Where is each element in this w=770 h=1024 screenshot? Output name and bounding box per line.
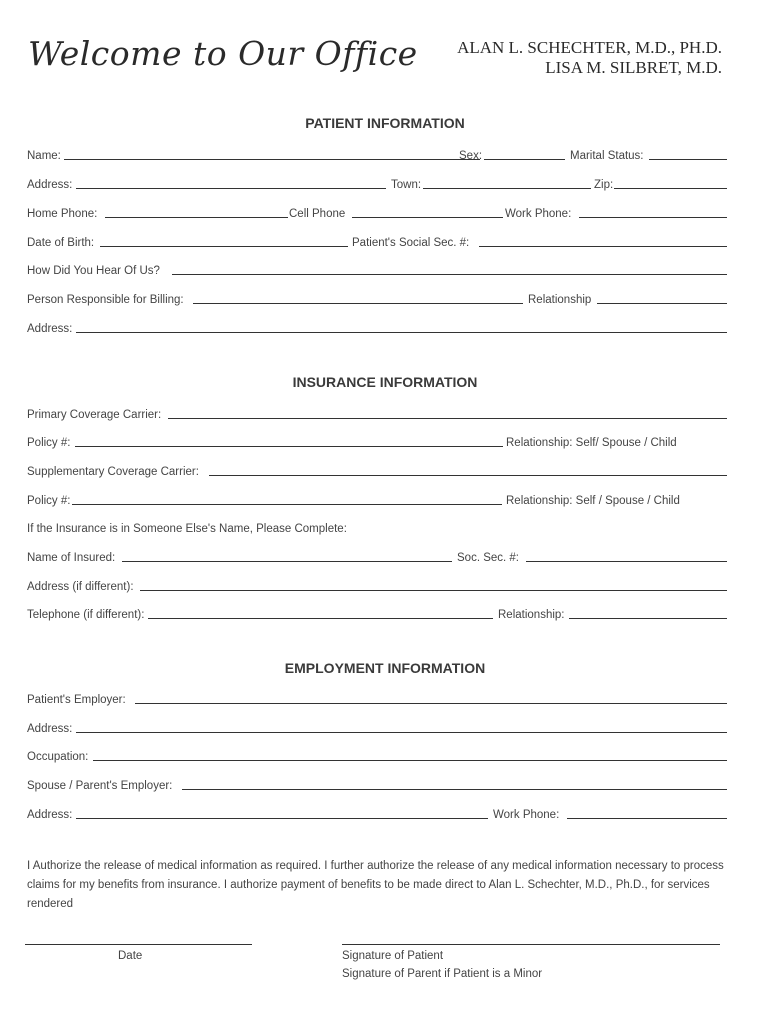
policy-field-1[interactable] [75, 446, 503, 447]
address-label: Address: [27, 179, 73, 191]
address-row [27, 173, 727, 193]
marital-status-field[interactable] [649, 159, 727, 160]
work-phone-label: Work Phone: [505, 208, 572, 220]
cell-phone-label: Cell Phone [289, 208, 346, 220]
billing-address-field[interactable] [76, 332, 727, 333]
spouse-employer-address-row [27, 803, 727, 823]
employer-row [27, 688, 727, 708]
insured-name-field[interactable] [122, 561, 452, 562]
patient-info-heading: PATIENT INFORMATION [305, 115, 465, 131]
spouse-employer-field[interactable] [182, 789, 727, 790]
insured-address-row [27, 575, 727, 595]
date-line[interactable] [25, 944, 252, 945]
policy-label-1: Policy #: [27, 437, 71, 449]
home-phone-label: Home Phone: [27, 208, 98, 220]
home-phone-field[interactable] [105, 217, 288, 218]
soc-sec-label: Soc. Sec. #: [457, 552, 520, 564]
supplementary-carrier-label: Supplementary Coverage Carrier: [27, 466, 199, 478]
policy-row-1 [27, 431, 727, 451]
name-label: Name: [27, 150, 61, 162]
referral-label: How Did You Hear Of Us? [27, 265, 160, 277]
policy-field-2[interactable] [72, 504, 502, 505]
signature-parent-label: Signature of Parent if Patient is a Minor [342, 968, 543, 980]
supplementary-carrier-field[interactable] [209, 475, 727, 476]
authorization-text: I Authorize the release of medical information as required. I further authorize the release of any medical information necessary to process claims for my benefits from insurance. I authorize payment of benefits to be made direct to Alan L. Schechter, M.D., Ph.D., for services rendered [27, 860, 724, 910]
billing-address-label: Address: [27, 323, 73, 335]
policy-row-2 [27, 489, 727, 509]
cell-phone-field[interactable] [352, 217, 503, 218]
occupation-label: Occupation: [27, 751, 89, 763]
dob-field[interactable] [100, 246, 348, 247]
spouse-work-phone-label: Work Phone: [493, 809, 560, 821]
insured-address-label: Address (if different): [27, 581, 134, 593]
billing-person-label: Person Responsible for Billing: [27, 294, 184, 306]
town-label: Town: [391, 179, 422, 191]
sex-label: Sex: [459, 150, 483, 162]
insured-telephone-row [27, 603, 727, 623]
spouse-employer-address-field[interactable] [76, 818, 488, 819]
insured-address-field[interactable] [140, 590, 727, 591]
insured-telephone-label: Telephone (if different): [27, 609, 145, 621]
occupation-field[interactable] [93, 760, 727, 761]
spouse-employer-label: Spouse / Parent's Employer: [27, 780, 173, 792]
doctor-name-1: ALAN L. SCHECHTER, M.D., PH.D. [457, 38, 722, 57]
policy-label-2: Policy #: [27, 495, 71, 507]
welcome-title: Welcome to Our Office [28, 34, 418, 73]
relationship-field[interactable] [597, 303, 727, 304]
marital-status-label: Marital Status: [570, 150, 644, 162]
doctor-names [457, 38, 722, 78]
ssn-label: Patient's Social Sec. #: [352, 237, 470, 249]
employer-address-row [27, 717, 727, 737]
referral-row [27, 259, 727, 279]
relationship-options-1[interactable]: Relationship: Self/ Spouse / Child [506, 437, 677, 449]
insured-name-row [27, 546, 727, 566]
employer-label: Patient's Employer: [27, 694, 126, 706]
employment-info-heading: EMPLOYMENT INFORMATION [284, 660, 486, 676]
work-phone-field[interactable] [579, 217, 727, 218]
primary-carrier-row [27, 403, 727, 423]
relationship-label: Relationship [528, 294, 592, 306]
primary-carrier-label: Primary Coverage Carrier: [27, 409, 162, 421]
town-field[interactable] [423, 188, 591, 189]
zip-field[interactable] [614, 188, 727, 189]
insured-relationship-field[interactable] [569, 618, 727, 619]
employer-address-label: Address: [27, 723, 73, 735]
dob-row [27, 231, 727, 251]
date-label: Date [118, 950, 143, 962]
insurance-info-heading: INSURANCE INFORMATION [292, 374, 478, 390]
relationship-options-2[interactable]: Relationship: Self / Spouse / Child [506, 495, 680, 507]
employer-address-field[interactable] [76, 732, 727, 733]
dob-label: Date of Birth: [27, 237, 95, 249]
doctor-name-2: LISA M. SILBRET, M.D. [545, 58, 722, 77]
other-insured-note: If the Insurance is in Someone Else's Name, Please Complete: [27, 523, 347, 535]
other-insured-note-row [27, 517, 727, 537]
spouse-employer-row [27, 774, 727, 794]
address-field[interactable] [76, 188, 386, 189]
signature-line[interactable] [342, 944, 720, 945]
billing-person-field[interactable] [193, 303, 523, 304]
insured-relationship-label: Relationship: [498, 609, 565, 621]
insured-telephone-field[interactable] [148, 618, 493, 619]
referral-field[interactable] [172, 274, 727, 275]
insured-name-label: Name of Insured: [27, 552, 116, 564]
soc-sec-field[interactable] [526, 561, 727, 562]
signature-patient-label: Signature of Patient [342, 950, 444, 962]
employer-field[interactable] [135, 703, 727, 704]
billing-address-row [27, 317, 727, 337]
occupation-row [27, 745, 727, 765]
sex-field[interactable] [484, 159, 565, 160]
spouse-work-phone-field[interactable] [567, 818, 727, 819]
zip-label: Zip: [594, 179, 614, 191]
name-row [27, 144, 727, 164]
name-field[interactable] [64, 159, 480, 160]
primary-carrier-field[interactable] [168, 418, 727, 419]
supplementary-carrier-row [27, 460, 727, 480]
spouse-employer-address-label: Address: [27, 809, 73, 821]
billing-row [27, 288, 727, 308]
ssn-field[interactable] [479, 246, 727, 247]
phone-row [27, 202, 727, 222]
